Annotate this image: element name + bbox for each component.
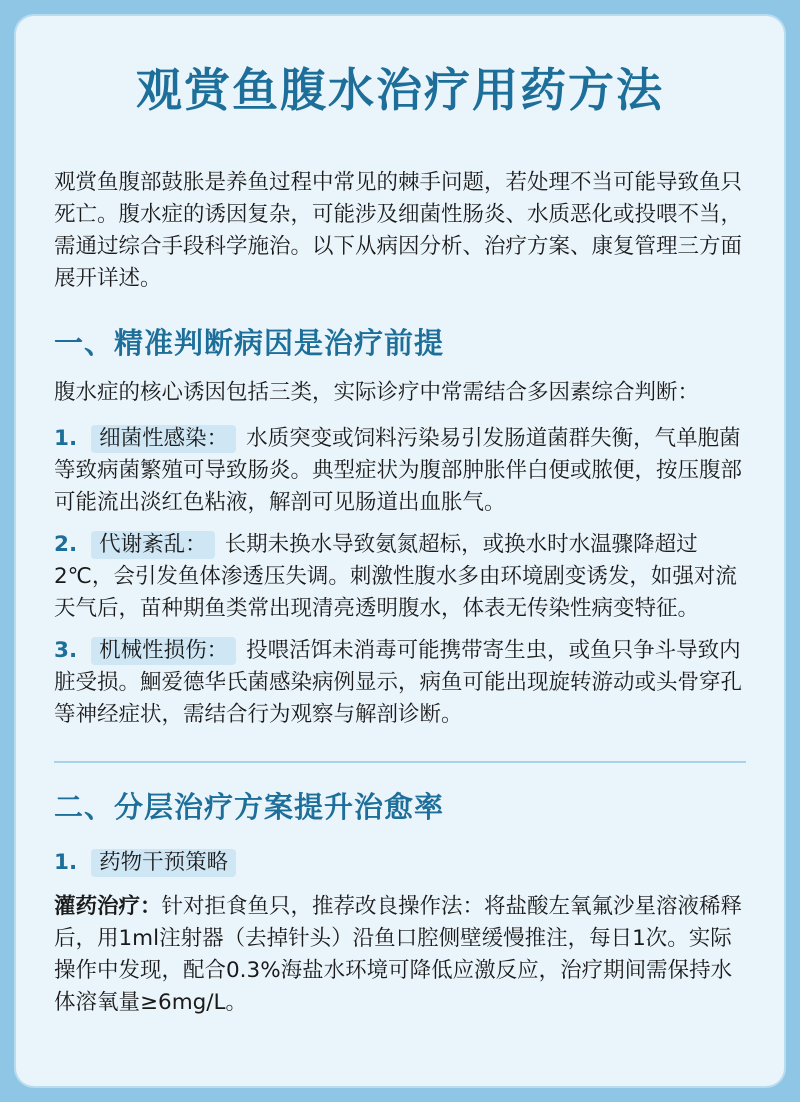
treatment-paragraph (54, 891, 746, 1019)
intro-paragraph: 观赏鱼腹部鼓胀是养鱼过程中常见的棘手问题，若处理不当可能导致鱼只死亡。腹水症的诱因复杂，可能涉及细菌性肠炎、水质恶化或投喂不当，需通过综合手段科学施治。以下从病因分析、治疗方案、康复管理三方面展开详述。 (54, 170, 743, 291)
list-item (54, 635, 746, 731)
item-text: 投喂活饵未消毒可能携带寄生虫，或鱼只争斗导致内脏受损。鮰爱德华氏菌感染病例显示，病鱼可能出现旋转游动或头骨穿孔等神经症状，需结合行为观察与解剖诊断。 (54, 638, 743, 727)
item-text: 水质突变或饲料污染易引发肠道菌群失衡，气单胞菌等致病菌繁殖可导致肠炎。典型症状为腹部肿胀伴白便或脓便，按压腹部可能流出淡红色粘液，解剖可见肠道出血胀气。 (54, 426, 743, 515)
sub-tag: 药物干预策略 (91, 849, 236, 877)
page-title: 观赏鱼腹水治疗用药方法 (136, 63, 664, 117)
article-card (16, 16, 784, 1086)
item-tag: 机械性损伤： (91, 637, 236, 665)
item-number: 3. (54, 638, 78, 663)
item-text: 长期未换水导致氨氮超标，或换水时水温骤降超过2℃，会引发鱼体渗透压失调。刺激性腹水多由环境剧变诱发，如强对流天气后，苗种期鱼类常出现清亮透明腹水，体表无传染性病变特征。 (54, 532, 737, 621)
item-tag: 细菌性感染： (91, 425, 236, 453)
item-number: 1. (54, 426, 78, 451)
section1-heading: 一、精准判断病因是治疗前提 (54, 326, 445, 360)
treatment-label: 灌药治疗： (54, 894, 162, 919)
section2-subheading (54, 847, 746, 879)
list-item (54, 529, 746, 625)
item-number: 2. (54, 532, 78, 557)
section-divider (54, 761, 746, 763)
sub-number: 1. (54, 850, 78, 875)
item-tag: 代谢紊乱： (91, 531, 215, 559)
section1-list (54, 423, 746, 731)
list-item (54, 423, 746, 519)
section1-lead: 腹水症的核心诱因包括三类，实际诊疗中常需结合多因素综合判断： (54, 380, 700, 405)
treatment-text: 针对拒食鱼只，推荐改良操作法：将盐酸左氧氟沙星溶液稀释后，用1ml注射器（去掉针头）沿鱼口腔侧壁缓慢推注，每日1次。实际操作中发现，配合0.3%海盐水环境可降低应激反应，治疗期间需保持水体溶氧量≥6mg/L。 (54, 894, 743, 1015)
section2-heading: 二、分层治疗方案提升治愈率 (54, 790, 445, 824)
